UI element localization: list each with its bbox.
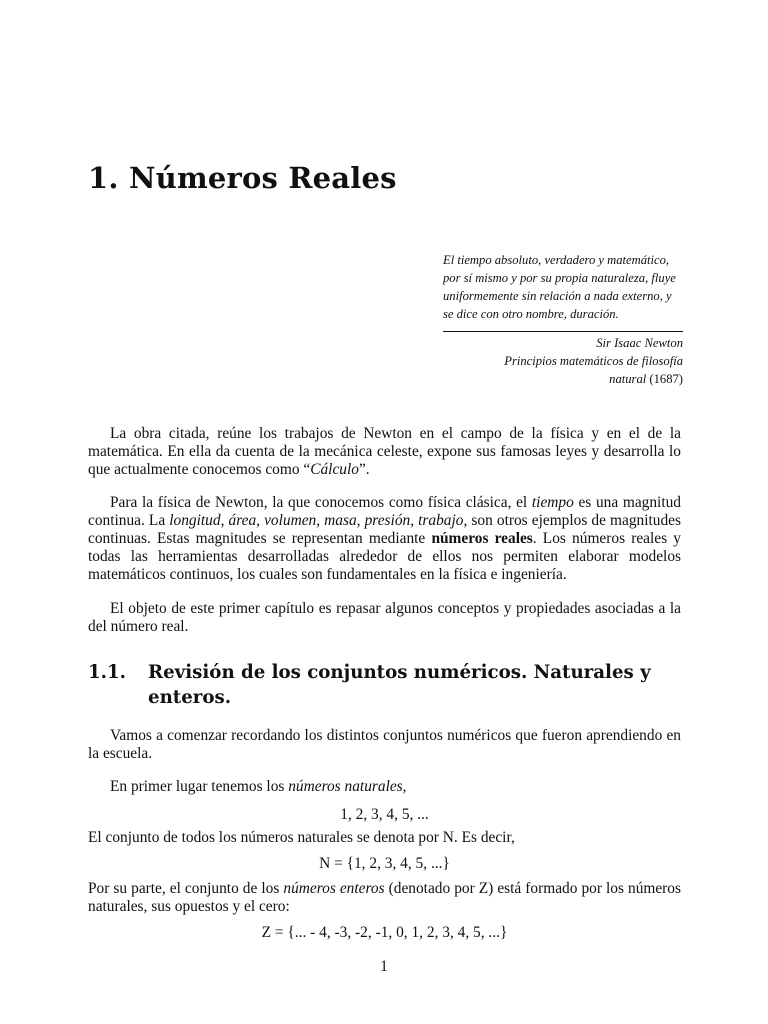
paragraph-continuous-magnitudes (88, 494, 681, 584)
p7-part-a: Por su parte, el conjunto de los (88, 880, 284, 897)
epigraph (443, 251, 683, 388)
section-number: 1.1. (88, 662, 126, 683)
paragraph-7-text (88, 880, 681, 916)
page-number: 1 (380, 958, 388, 975)
paragraph-5-text (88, 778, 681, 796)
section-heading (88, 660, 688, 710)
p5-part-c: , (402, 778, 407, 795)
epigraph-work-title-1: Principios matemáticos de filosofía (504, 354, 683, 368)
p2-part-e: son otros ejemplos de magnitudes continuas. Estas magnitudes se representan mediante (88, 512, 682, 547)
p2-part-g: . Los números reales y todas las herramientas desarrolladas alrededor de ellos nos permiten elaborar modelos matemáticos continuos, los cuales son fundamentales en la física e ingeniería. (88, 530, 681, 583)
epigraph-work-title-2: natural (609, 372, 647, 386)
p2-part-a: Para la física de Newton, la que conocemos como física clásica, el (110, 494, 532, 511)
p1-part-a: La obra citada, reúne los trabajos de Newton en el campo de la física y en el de la matemática. En ella da cuenta de la mecánica celeste, expone sus famosas leyes y desarrolla lo que actualmente conocemos como “ (88, 425, 681, 478)
p5-part-a: En primer lugar tenemos los (110, 778, 289, 795)
section-title: Revisión de los conjuntos numéricos. Naturales y enteros. (148, 662, 651, 708)
epigraph-divider (443, 331, 683, 332)
paragraph-chapter-objective (88, 600, 681, 636)
p2-part-c: es una magnitud continua. La (88, 494, 681, 529)
epigraph-quote: El tiempo absoluto, verdadero y matemático, por sí mismo y por su propia naturaleza, fluye uniformemente sin relación a nada externo, y se dice con otro nombre, duración. (443, 253, 676, 321)
p7-part-c: (denotado por Z) está formado por los números naturales, sus opuestos y el cero: (88, 880, 681, 915)
p1-part-c: ”. (358, 461, 370, 478)
p1-calculo: Cálculo (310, 461, 359, 478)
paragraph-naturals (88, 778, 681, 796)
paragraph-naturals-set (88, 829, 681, 847)
paragraph-2-text (88, 494, 681, 584)
paragraph-4-text: Vamos a comenzar recordando los distintos conjuntos numéricos que fueron aprendiendo en la escuela. (88, 727, 681, 762)
paragraph-intro-sets (88, 727, 681, 763)
math-naturals-set: N = {1, 2, 3, 4, 5, ...} (319, 855, 450, 872)
chapter-title: 1. Números Reales (88, 161, 397, 195)
paragraph-6-text: El conjunto de todos los números naturales se denota por N. Es decir, (88, 829, 515, 846)
paragraph-newton-work (88, 425, 681, 479)
math-naturals-sequence: 1, 2, 3, 4, 5, ... (340, 806, 429, 823)
p2-numeros-reales: números reales (431, 530, 533, 547)
paragraph-integers (88, 880, 681, 916)
epigraph-author: Sir Isaac Newton (596, 336, 683, 350)
epigraph-work (443, 352, 683, 388)
epigraph-year: (1687) (649, 372, 683, 386)
paragraph-1-text (88, 425, 681, 479)
p2-magnitudes-list: longitud, área, volumen, masa, presión, trabajo, (169, 512, 468, 529)
math-integers-set: Z = {... - 4, -3, -2, -1, 0, 1, 2, 3, 4, 5, ...} (261, 924, 508, 941)
paragraph-3-text: El objeto de este primer capítulo es repasar algunos conceptos y propiedades asociadas a la del número real. (88, 600, 681, 635)
p2-tiempo: tiempo (531, 494, 574, 511)
p7-numeros-enteros: números enteros (283, 880, 385, 897)
p5-numeros-naturales: números naturales (288, 778, 403, 795)
